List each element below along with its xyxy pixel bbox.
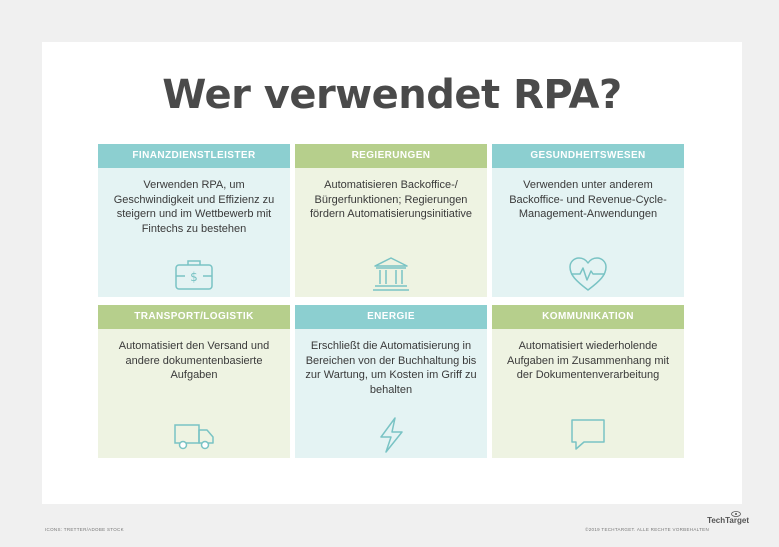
tile-text: Erschließt die Automatisierung in Bereichen von der Buchhaltung bis zur Wartung, um Kosten im Griff zu behalten <box>305 340 477 396</box>
tile-body <box>295 329 487 458</box>
tile-finanzdienstleister <box>98 144 290 297</box>
government-building-icon <box>369 254 413 294</box>
tile-body <box>98 168 290 297</box>
tile-text: Verwenden unter anderem Backoffice- und Revenue-Cycle-Management-Anwendungen <box>509 179 667 220</box>
tile-energie <box>295 305 487 458</box>
svg-text:$: $ <box>190 270 198 284</box>
tile-header: KOMMUNIKATION <box>492 305 684 329</box>
speech-bubble-icon <box>566 415 610 455</box>
heart-pulse-icon <box>566 254 610 294</box>
copyright-notice: ©2019 TECHTARGET. ALLE RECHTE VORBEHALTEN <box>585 527 709 532</box>
tile-transport-logistik <box>98 305 290 458</box>
briefcase-dollar-icon <box>172 254 216 294</box>
tile-header: ENERGIE <box>295 305 487 329</box>
infographic-card <box>42 42 742 504</box>
tile-body <box>492 329 684 458</box>
tile-body <box>98 329 290 458</box>
truck-icon <box>172 415 216 455</box>
lightning-icon <box>369 415 413 455</box>
tile-text: Automatisieren Backoffice-/ Bürgerfunktionen; Regierungen fördern Automatisierungsinitiative <box>309 179 473 220</box>
tile-text: Automatisiert wiederholende Aufgaben im Zusammenhang mit der Dokumentenverarbeitung <box>506 340 670 381</box>
image-credit: ICONS: TRETTER/ADOBE STOCK <box>45 527 124 532</box>
tile-header: FINANZDIENSTLEISTER <box>98 144 290 168</box>
tile-header: GESUNDHEITSWESEN <box>492 144 684 168</box>
techtarget-logo: TechTarget <box>707 516 749 525</box>
tile-regierungen <box>295 144 487 297</box>
tile-header: TRANSPORT/LOGISTIK <box>98 305 290 329</box>
page-title: Wer verwendet RPA? <box>162 72 622 118</box>
tile-body <box>492 168 684 297</box>
tile-body <box>295 168 487 297</box>
tile-kommunikation <box>492 305 684 458</box>
tile-text: Verwenden RPA, um Geschwindigkeit und Effizienz zu steigern und im Wettbewerb mit Fintechs zu bestehen <box>113 179 275 235</box>
tile-header: REGIERUNGEN <box>295 144 487 168</box>
tile-text: Automatisiert den Versand und andere dokumentenbasierte Aufgaben <box>118 340 270 381</box>
tile-gesundheitswesen <box>492 144 684 297</box>
